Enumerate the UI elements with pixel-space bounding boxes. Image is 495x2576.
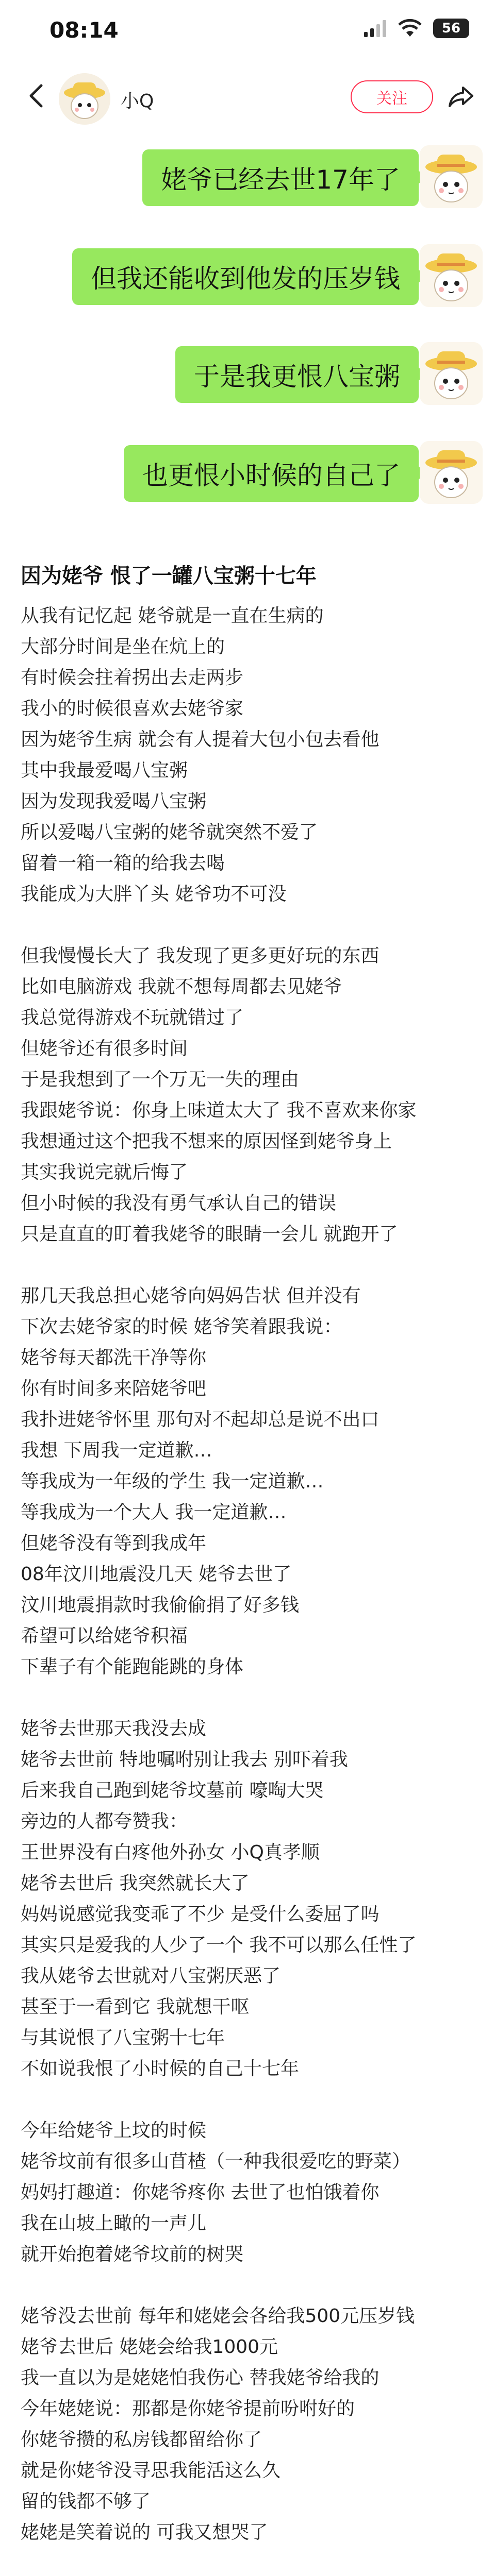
article-line: 姥爷每天都洗干净等你 xyxy=(21,1347,207,1368)
article-line: 我扑进姥爷怀里 那句对不起却总是说不出口 xyxy=(21,1409,380,1430)
article-line: 姥爷去世后 我突然就长大了 xyxy=(21,1873,250,1894)
article-line: 汶川地震捐款时我偷偷捐了好多钱 xyxy=(21,1595,300,1616)
article-line: 妈妈打趣道：你姥爷疼你 去世了也怕饿着你 xyxy=(21,2182,380,2203)
article-line: 姥爷没去世前 每年和姥姥会各给我500元压岁钱 xyxy=(21,2306,415,2327)
article-line: 其实只是爱我的人少了一个 我不可以那么任性了 xyxy=(21,1935,417,1956)
article-line: 留着一箱一箱的给我去喝 xyxy=(21,853,225,874)
article-line: 姥爷去世后 姥姥会给我1000元 xyxy=(21,2336,278,2358)
article-line: 我从姥爷去世就对八宝粥厌恶了 xyxy=(21,1965,281,1987)
wifi-icon xyxy=(398,19,422,38)
article-line: 比如电脑游戏 我就不想每周都去见姥爷 xyxy=(21,976,342,997)
paragraph-gap xyxy=(21,2084,474,2115)
article-line: 希望可以给姥爷积福 xyxy=(21,1625,188,1647)
article-body xyxy=(21,601,474,2576)
article-line: 只是直直的盯着我姥爷的眼睛一会儿 就跑开了 xyxy=(21,1224,398,1245)
back-arrow-icon[interactable] xyxy=(22,80,53,111)
article-line: 姥爷去世前 特地嘱咐别让我去 别吓着我 xyxy=(21,1749,348,1770)
chat-bubble[interactable]: 于是我更恨八宝粥 xyxy=(175,346,419,403)
chat-message-row xyxy=(0,441,495,509)
chat-bubble[interactable]: 也更恨小时候的自己了 xyxy=(124,445,419,502)
article-line: 但姥爷还有很多时间 xyxy=(21,1038,188,1059)
article-line: 因为发现我爱喝八宝粥 xyxy=(21,791,207,812)
article-line: 姥爷坟前有很多山苜楂（一种我很爱吃的野菜） xyxy=(21,2151,411,2172)
article-line: 08年汶川地震没几天 姥爷去世了 xyxy=(21,1564,292,1585)
article-line: 不如说我恨了小时候的自己十七年 xyxy=(21,2058,300,2079)
chat-avatar[interactable] xyxy=(420,441,483,504)
article-line: 王世界没有白疼他外孙女 小Q真孝顺 xyxy=(21,1842,320,1863)
article-line: 那几天我总担心姥爷向妈妈告状 但并没有 xyxy=(21,1285,361,1307)
article-line: 旁边的人都夸赞我： xyxy=(21,1811,188,1832)
cartoon-avatar-icon xyxy=(420,244,483,307)
article-line: 有时候会拄着拐出去走两步 xyxy=(21,667,244,688)
article-line: 因为姥爷生病 就会有人提着大包小包去看他 xyxy=(21,729,380,750)
article-line: 等我成为一年级的学生 我一定道歉… xyxy=(21,1471,324,1492)
article-line: 留的钱都不够了 xyxy=(21,2491,151,2512)
article-line: 我跟姥爷说：你身上味道太大了 我不喜欢来你家 xyxy=(21,1100,417,1121)
article-line: 等我成为一个大人 我一定道歉… xyxy=(21,1502,287,1523)
article-line: 但姥爷没有等到我成年 xyxy=(21,1533,207,1554)
article-line: 我一直以为是姥姥怕我伤心 替我姥爷给我的 xyxy=(21,2367,380,2388)
article-line: 今年姥姥说：那都是你姥爷提前吩咐好的 xyxy=(21,2398,355,2419)
article-line: 今年给姥爷上坟的时候 xyxy=(21,2120,207,2141)
article-line: 所以爱喝八宝粥的姥爷就突然不爱了 xyxy=(21,822,318,843)
chat-bubble[interactable]: 但我还能收到他发的压岁钱 xyxy=(72,248,419,305)
article-line: 其实我说完就后悔了 xyxy=(21,1162,188,1183)
article-line: 姥姥是笑着说的 可我又想哭了 xyxy=(21,2522,268,2543)
article-line: 其中我最爱喝八宝粥 xyxy=(21,760,188,781)
article-line: 我想 下周我一定道歉… xyxy=(21,1440,212,1461)
article-line: 就是你姥爷没寻思我能活这么久 xyxy=(21,2460,281,2481)
chat-message-row xyxy=(0,342,495,410)
article-line: 下次去姥爷家的时候 姥爷笑着跟我说： xyxy=(21,1316,342,1337)
paragraph-gap xyxy=(21,1683,474,1714)
article-line: 于是我想到了一个万无一失的理由 xyxy=(21,1069,300,1090)
article-line: 但我慢慢长大了 我发现了更多更好玩的东西 xyxy=(21,945,380,967)
article-line: 我想通过这个把我不想来的原因怪到姥爷身上 xyxy=(21,1131,392,1152)
post-header xyxy=(0,67,495,129)
article-line: 从我有记忆起 姥爷就是一直在生病的 xyxy=(21,605,324,626)
author-avatar[interactable] xyxy=(59,73,110,125)
article-line: 后来我自己跑到姥爷坟墓前 嚎啕大哭 xyxy=(21,1780,324,1801)
article-line: 下辈子有个能跑能跳的身体 xyxy=(21,1656,244,1677)
chat-bubble[interactable]: 姥爷已经去世17年了 xyxy=(142,149,419,206)
article-line: 姥爷去世那天我没去成 xyxy=(21,1718,207,1739)
chat-avatar[interactable] xyxy=(420,244,483,307)
article-line: 我小的时候很喜欢去姥爷家 xyxy=(21,698,244,719)
chat-message-row xyxy=(0,145,495,213)
paragraph-gap xyxy=(21,1250,474,1281)
cartoon-avatar-icon xyxy=(420,342,483,405)
status-time: 08:14 xyxy=(50,18,119,43)
article-line: 甚至于一看到它 我就想干呕 xyxy=(21,1996,250,2018)
article-line: 你有时间多来陪姥爷吧 xyxy=(21,1378,207,1399)
article-line: 我总觉得游戏不玩就错过了 xyxy=(21,1007,244,1028)
battery-indicator: 56 xyxy=(433,19,469,38)
share-icon[interactable] xyxy=(447,82,475,111)
article-line: 妈妈说感觉我变乖了不少 是受什么委屈了吗 xyxy=(21,1904,380,1925)
article-line: 大部分时间是坐在炕上的 xyxy=(21,636,225,657)
article-line: 我能成为大胖丫头 姥爷功不可没 xyxy=(21,884,287,905)
article-line: 就开始抱着姥爷坟前的树哭 xyxy=(21,2244,244,2265)
article-line: 我在山坡上瞰的一声儿 xyxy=(21,2213,207,2234)
article-title: 因为姥爷 恨了一罐八宝粥十七年 xyxy=(21,564,317,588)
cartoon-avatar-icon xyxy=(420,441,483,504)
cartoon-avatar-icon xyxy=(59,73,110,125)
article-line: 你姥爷攒的私房钱都留给你了 xyxy=(21,2429,262,2450)
paragraph-gap xyxy=(21,2270,474,2301)
chat-message-row xyxy=(0,244,495,312)
signal-icon xyxy=(364,20,387,37)
paragraph-gap xyxy=(21,910,474,941)
cartoon-avatar-icon xyxy=(420,145,483,208)
status-bar xyxy=(0,0,495,62)
article-line: 但小时候的我没有勇气承认自己的错误 xyxy=(21,1193,337,1214)
chat-avatar[interactable] xyxy=(420,342,483,405)
author-name[interactable]: 小Q xyxy=(121,91,154,112)
post-article xyxy=(21,561,474,2576)
chat-avatar[interactable] xyxy=(420,145,483,208)
article-line: 与其说恨了八宝粥十七年 xyxy=(21,2027,225,2048)
status-icons xyxy=(364,19,469,38)
follow-button[interactable]: 关注 xyxy=(351,80,433,113)
paragraph-gap xyxy=(21,2548,474,2576)
